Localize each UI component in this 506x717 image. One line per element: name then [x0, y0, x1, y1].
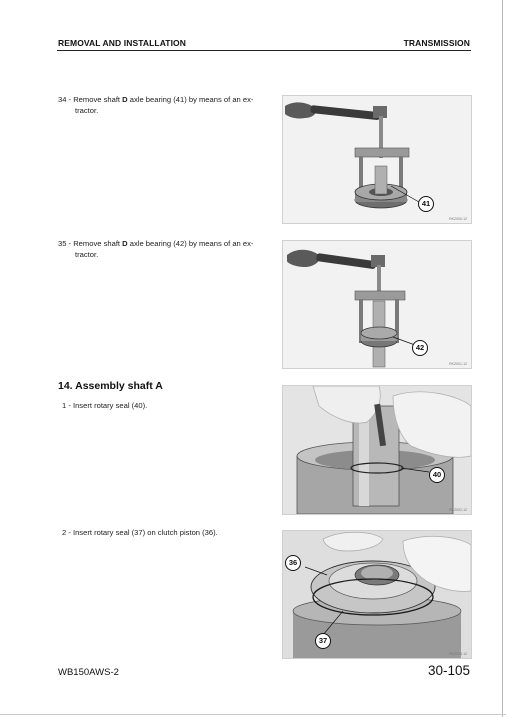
footer-page-number: 30-105: [427, 663, 470, 678]
callout-37: 37: [315, 633, 331, 649]
photo-code-42: RKZ001-12: [449, 362, 467, 366]
step-35-suffix: axle bearing (42) by means of an ex-: [127, 239, 254, 248]
callout-41: 41: [418, 196, 434, 212]
step-35-continuation: tractor.: [75, 250, 99, 259]
photo-extractor-bearing-41: [282, 95, 472, 224]
photo-extractor-bearing-41-illustration: [283, 96, 471, 223]
photo-rotary-seal-37-illustration: [283, 531, 471, 658]
step-34-suffix: axle bearing (41) by means of an ex-: [127, 95, 254, 104]
photo-code-37: RKZ003-12: [449, 652, 467, 656]
callout-40: 40: [429, 467, 445, 483]
photo-rotary-seal-40-illustration: [283, 386, 471, 514]
page-edge-right: [502, 0, 503, 717]
step-34-text: [58, 94, 273, 116]
header-section-title: REMOVAL AND INSTALLATION: [58, 38, 187, 48]
section-step-2-text: 2 - Insert rotary seal (37) on clutch piston (36).: [62, 528, 218, 537]
step-35-text: [58, 238, 273, 260]
header-rule: [57, 50, 471, 51]
step-34-prefix: 34 - Remove shaft: [58, 95, 123, 104]
photo-code-41: RKZ000-12: [449, 217, 467, 221]
photo-insert-rotary-seal-37-clutch-piston-36: [282, 530, 472, 659]
header-chapter-title: TRANSMISSION: [403, 38, 470, 48]
section-title-assembly-shaft-a: 14. Assembly shaft A: [58, 380, 163, 392]
step-35-prefix: 35 - Remove shaft: [58, 239, 123, 248]
step-35-shaft-letter: D: [122, 239, 128, 248]
callout-36: 36: [285, 555, 301, 571]
page-edge-bottom: [0, 714, 506, 715]
step-34-continuation: tractor.: [75, 106, 99, 115]
photo-insert-rotary-seal-40: [282, 385, 472, 515]
step-34-shaft-letter: D: [122, 95, 128, 104]
footer-model: WB150AWS-2: [58, 667, 119, 678]
photo-extractor-bearing-42-illustration: [283, 241, 471, 368]
photo-extractor-bearing-42: [282, 240, 472, 369]
photo-code-40: RKZ002-12: [449, 508, 467, 512]
callout-42: 42: [412, 340, 428, 356]
section-step-1-text: 1 - Insert rotary seal (40).: [62, 401, 148, 410]
